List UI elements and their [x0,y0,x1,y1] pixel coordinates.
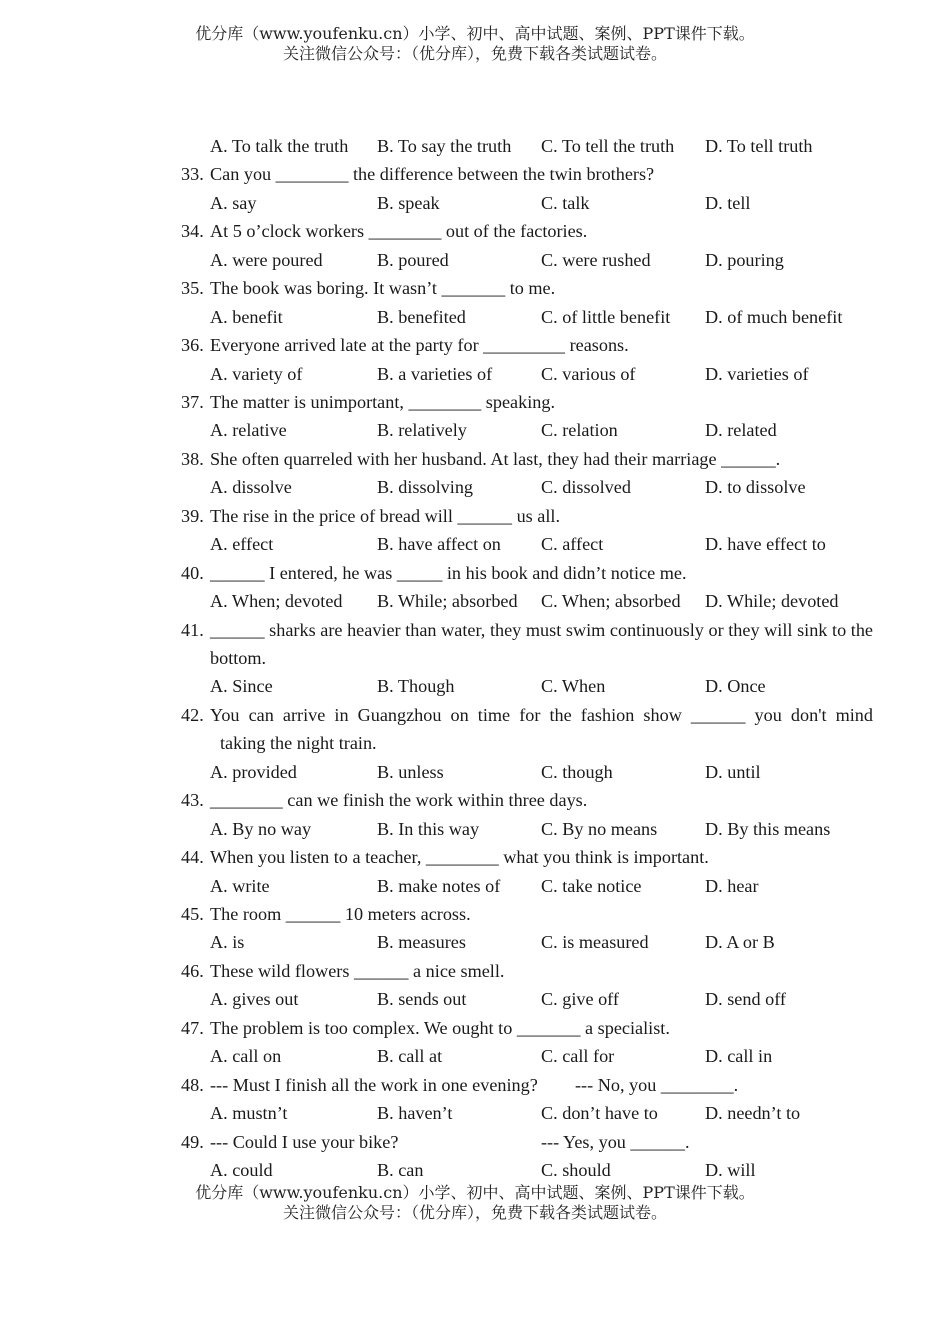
question-response: --- No, you ________. [575,1074,739,1095]
answer-options [181,530,873,558]
option-a: A. variety of [210,363,303,384]
option-b: B. haven’t [377,1103,453,1124]
option-c: C. don’t have to [541,1103,658,1124]
option-c: C. various of [541,363,636,384]
banner-line-1: 优分库（www.youfenku.cn）小学、初中、高中试题、案例、PPT课件下载。 [195,1183,755,1202]
option-d: D. will [705,1160,756,1181]
question-number: 38. [181,448,204,469]
option-b: B. dissolving [377,477,474,498]
option-b: B. sends out [377,989,467,1010]
answer-options [181,985,873,1013]
option-c: C. is measured [541,932,649,953]
option-b: B. a varieties of [377,363,493,384]
question-stem: --- Must I finish all the work in one evening? [210,1074,538,1095]
question-number: 36. [181,335,204,356]
option-c: C. affect [541,534,604,555]
question-number: 45. [181,904,204,925]
question-list [181,132,873,1184]
answer-options [181,587,873,615]
question-stem: The rise in the price of bread will ______ us all. [210,505,561,526]
option-d: D. varieties of [705,363,809,384]
answer-options [181,303,873,331]
question-response: --- Yes, you ______. [541,1131,690,1152]
option-d: D. By this means [705,818,831,839]
question-stem: At 5 o’clock workers ________ out of the factories. [210,221,588,242]
option-d: D. have effect to [705,534,826,555]
question-item [181,502,873,530]
answer-options [181,473,873,501]
option-d: D. related [705,420,777,441]
question-stem: The book was boring. It wasn’t _______ to me. [210,278,556,299]
question-number: 48. [181,1074,204,1095]
option-c: C. though [541,761,613,782]
option-d: D. until [705,761,761,782]
option-c: C. call for [541,1046,615,1067]
question-item [181,1128,873,1156]
question-stem-continued: taking the night train. [220,733,377,754]
question-stem: Everyone arrived late at the party for _________ reasons. [210,335,629,356]
option-d: D. call in [705,1046,773,1067]
option-d: D. To tell truth [705,136,813,156]
question-stem: --- Could I use your bike? [210,1131,399,1152]
option-a: A. say [210,192,257,213]
option-a: A. call on [210,1046,282,1067]
option-b: B. make notes of [377,875,501,896]
question-item [181,1014,873,1042]
option-d: D. hear [705,875,759,896]
option-a: A. mustn’t [210,1103,288,1124]
option-b: B. poured [377,249,449,270]
header-banner [0,24,950,64]
answer-options [181,1042,873,1070]
question-number: 39. [181,505,204,526]
question-item [181,616,873,673]
option-a: A. gives out [210,989,299,1010]
option-a: A. were poured [210,249,323,270]
option-a: A. To talk the truth [210,136,349,156]
question-stem: The problem is too complex. We ought to _______ a specialist. [210,1017,670,1038]
answer-options [181,928,873,956]
answer-options [181,189,873,217]
option-c: C. should [541,1160,611,1181]
option-a: A. benefit [210,306,283,327]
answer-options [181,1156,873,1184]
option-a: A. effect [210,534,274,555]
option-a: A. Since [210,676,273,697]
option-b: B. To say the truth [377,136,512,156]
option-c: C. To tell the truth [541,136,675,156]
question-item [181,559,873,587]
question-item [181,900,873,928]
option-b: B. can [377,1160,424,1181]
option-d: D. pouring [705,249,784,270]
option-a: A. By no way [210,818,312,839]
question-stem: The matter is unimportant, ________ speaking. [210,392,555,412]
option-d: D. While; devoted [705,591,839,612]
question-stem: When you listen to a teacher, ________ what you think is important. [210,847,709,868]
question-item [181,274,873,302]
question-item [181,331,873,359]
option-c: C. were rushed [541,249,651,270]
answer-options [181,416,873,444]
question-stem: ________ can we finish the work within three days. [210,790,588,811]
option-d: D. tell [705,192,751,213]
question-stem: These wild flowers ______ a nice smell. [210,960,505,981]
question-number: 37. [181,392,204,412]
banner-line-2: 关注微信公众号：（优分库），免费下载各类试题试卷。 [282,44,667,63]
question-item [181,388,873,416]
question-item [181,701,873,758]
question-number: 43. [181,790,204,811]
question-stem: You can arrive in Guangzhou on time for the fashion show ______ you don't mind [210,704,873,725]
answer-options [181,758,873,786]
question-number: 47. [181,1017,204,1038]
option-c: C. give off [541,989,619,1010]
option-a: A. relative [210,420,287,441]
option-b: B. speak [377,192,440,213]
option-a: A. dissolve [210,477,292,498]
answer-options [181,815,873,843]
option-a: A. write [210,875,270,896]
option-c: C. take notice [541,875,642,896]
question-item [181,786,873,814]
question-item [181,843,873,871]
question-item [181,160,873,188]
question-stem: ______ I entered, he was _____ in his book and didn’t notice me. [210,562,687,583]
question-number: 34. [181,221,204,242]
option-b: B. benefited [377,306,466,327]
option-d: D. of much benefit [705,306,843,327]
option-a: A. could [210,1160,273,1181]
previous-question-options [181,132,873,160]
question-stem: ______ sharks are heavier than water, they must swim continuously or they will sink to the bottom. [210,619,873,669]
answer-options [181,672,873,700]
option-a: A. provided [210,761,297,782]
option-b: B. measures [377,932,466,953]
answer-options [181,1099,873,1127]
option-b: B. Though [377,676,455,697]
question-stem: The room ______ 10 meters across. [210,904,471,925]
option-d: D. Once [705,676,766,697]
option-c: C. talk [541,192,590,213]
question-number: 42. [181,704,204,725]
question-stem: She often quarreled with her husband. At last, they had their marriage ______. [210,448,781,469]
question-number: 49. [181,1131,204,1152]
option-a: A. When; devoted [210,591,343,612]
option-c: C. By no means [541,818,658,839]
option-c: C. relation [541,420,618,441]
question-item [181,217,873,245]
option-b: B. relatively [377,420,467,441]
question-number: 33. [181,164,204,185]
banner-line-1: 优分库（www.youfenku.cn）小学、初中、高中试题、案例、PPT课件下载。 [195,24,755,43]
question-number: 46. [181,960,204,981]
answer-options [181,360,873,388]
answer-options [181,246,873,274]
option-d: D. to dissolve [705,477,806,498]
question-number: 35. [181,278,204,299]
option-b: B. unless [377,761,444,782]
footer-banner [0,1183,950,1223]
option-c: C. When [541,676,606,697]
question-stem: Can you ________ the difference between the twin brothers? [210,164,655,185]
option-d: D. needn’t to [705,1103,801,1124]
answer-options [181,872,873,900]
option-b: B. While; absorbed [377,591,518,612]
question-item [181,957,873,985]
option-c: C. of little benefit [541,306,671,327]
option-b: B. have affect on [377,534,501,555]
option-c: C. dissolved [541,477,631,498]
option-b: B. call at [377,1046,443,1067]
option-d: D. send off [705,989,786,1010]
banner-line-2: 关注微信公众号：（优分库），免费下载各类试题试卷。 [282,1203,667,1222]
option-a: A. is [210,932,245,953]
question-number: 41. [181,619,204,640]
option-b: B. In this way [377,818,480,839]
option-c: C. When; absorbed [541,591,681,612]
option-d: D. A or B [705,932,775,953]
question-item [181,1071,873,1099]
question-number: 44. [181,847,204,868]
question-number: 40. [181,562,204,583]
question-item [181,445,873,473]
